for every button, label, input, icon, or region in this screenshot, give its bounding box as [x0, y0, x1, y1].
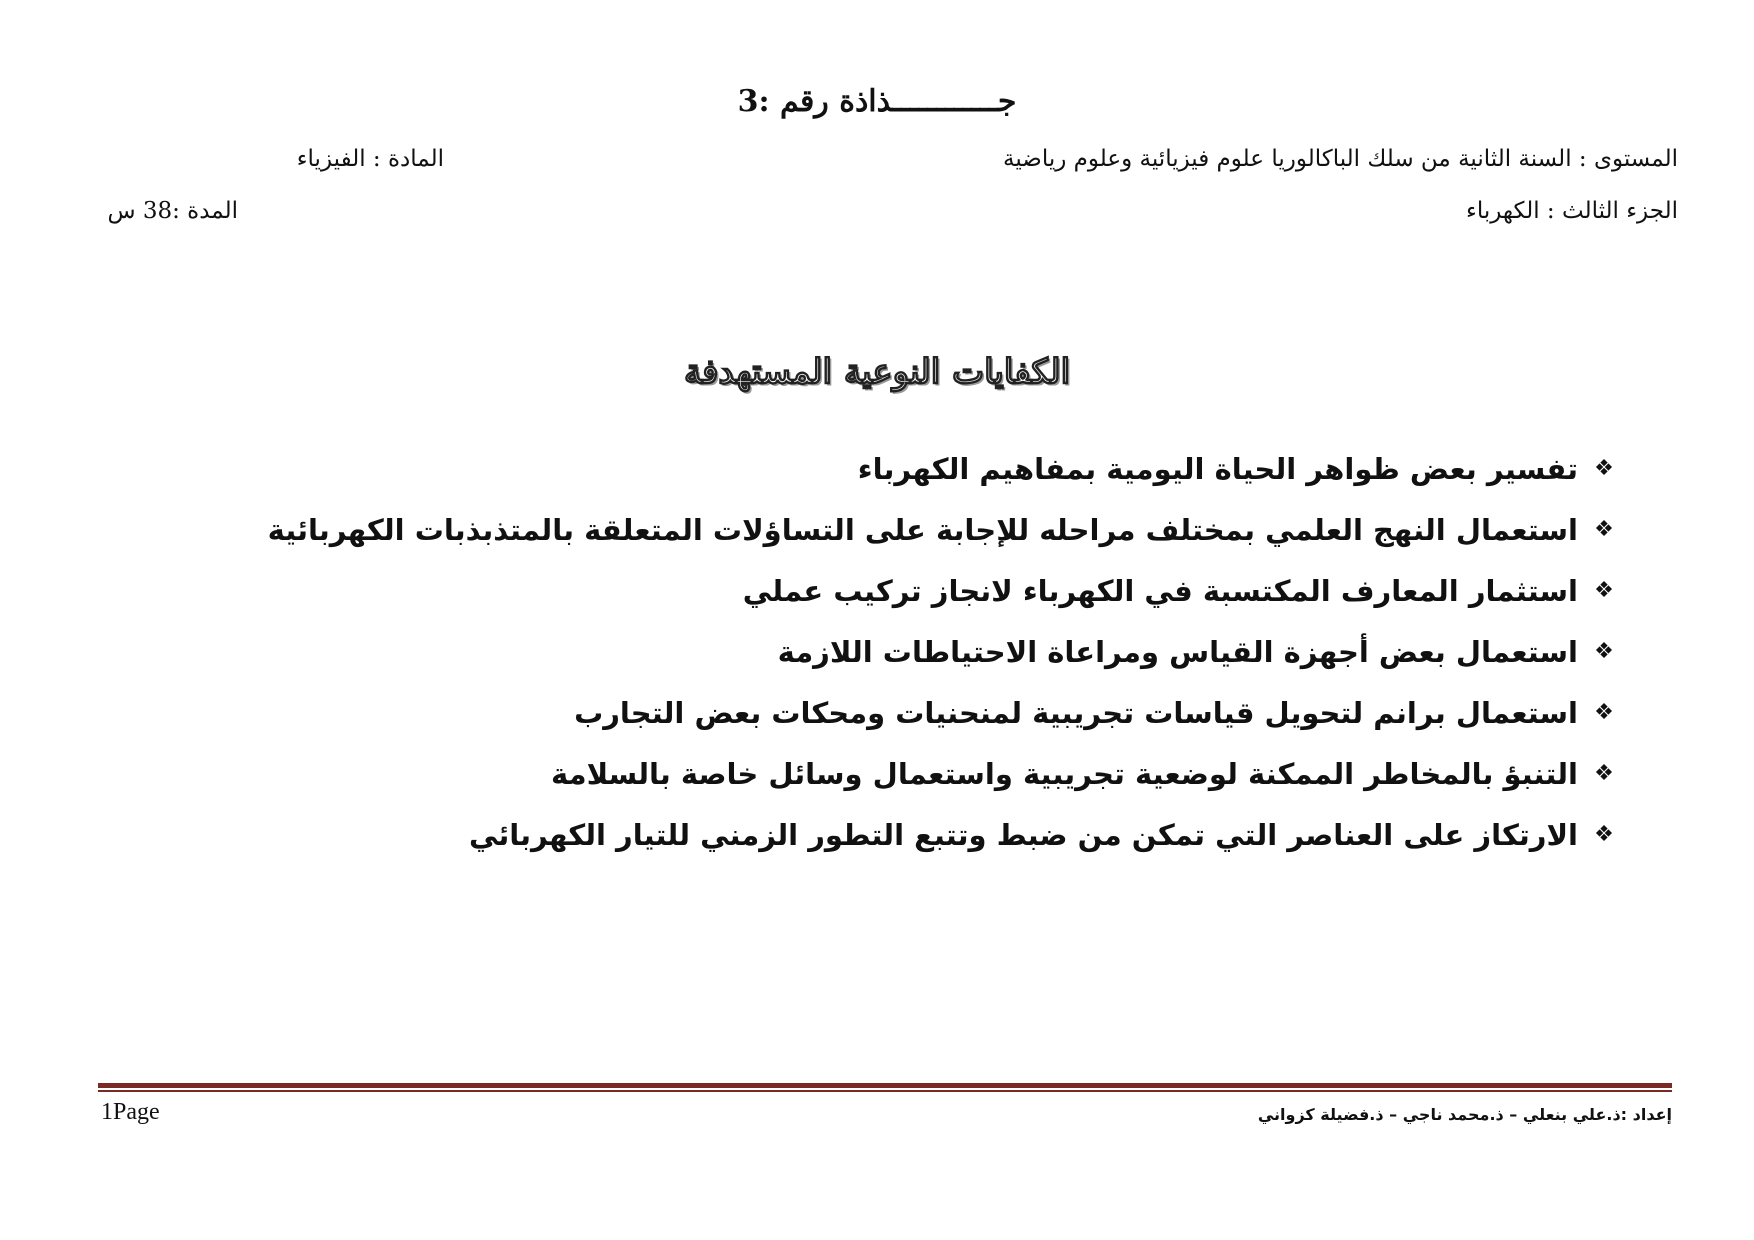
goal-text: الارتكاز على العناصر التي تمكن من ضبط وتتبع التطور الزمني للتيار الكهربائي: [469, 817, 1578, 852]
goals-list: [138, 438, 1618, 865]
diamond-bullet-icon: ❖: [1594, 517, 1614, 542]
goal-text: استعمال بعض أجهزة القياس ومراعاة الاحتياطات اللازمة: [777, 634, 1578, 669]
goal-text: استعمال برانم لتحويل قياسات تجريبية لمنحنيات ومحكات بعض التجارب: [574, 695, 1578, 730]
goal-text: تفسير بعض ظواهر الحياة اليومية بمفاهيم الكهرباء: [857, 451, 1578, 486]
page-number: 1Page: [101, 1099, 160, 1125]
diamond-bullet-icon: ❖: [1594, 700, 1614, 725]
list-item: [138, 438, 1618, 499]
subject-label: المادة : الفيزياء: [296, 146, 444, 172]
document-title: جــــــــــــذاذة رقم :3: [737, 84, 1017, 119]
duration-label: المدة :38 س: [107, 198, 238, 224]
list-item: [138, 621, 1618, 682]
part-label: الجزء الثالث : الكهرباء: [1466, 198, 1678, 224]
goal-text: استعمال النهج العلمي بمختلف مراحله للإجابة على التساؤلات المتعلقة بالمتذبذبات الكهربائية: [267, 512, 1578, 547]
list-item: [138, 560, 1618, 621]
level-label: المستوى : السنة الثانية من سلك الباكالوريا علوم فيزيائية وعلوم رياضية: [1003, 146, 1678, 172]
diamond-bullet-icon: ❖: [1594, 456, 1614, 481]
list-item: [138, 499, 1618, 560]
list-item: [138, 682, 1618, 743]
goal-text: استثمار المعارف المكتسبة في الكهرباء لانجاز تركيب عملي: [742, 573, 1578, 608]
section-heading: الكفايات النوعية المستهدفة: [683, 352, 1071, 392]
list-item: [138, 743, 1618, 804]
diamond-bullet-icon: ❖: [1594, 639, 1614, 664]
diamond-bullet-icon: ❖: [1594, 761, 1614, 786]
authors-credit: إعداد :ذ.علي بنعلي – ذ.محمد ناجي – ذ.فضيلة كزواني: [1257, 1105, 1672, 1124]
goal-text: التنبؤ بالمخاطر الممكنة لوضعية تجريبية واستعمال وسائل خاصة بالسلامة: [551, 756, 1578, 791]
footer-divider-thin: [98, 1090, 1672, 1092]
diamond-bullet-icon: ❖: [1594, 578, 1614, 603]
footer-divider: [98, 1083, 1672, 1093]
diamond-bullet-icon: ❖: [1594, 822, 1614, 847]
list-item: [138, 804, 1618, 865]
